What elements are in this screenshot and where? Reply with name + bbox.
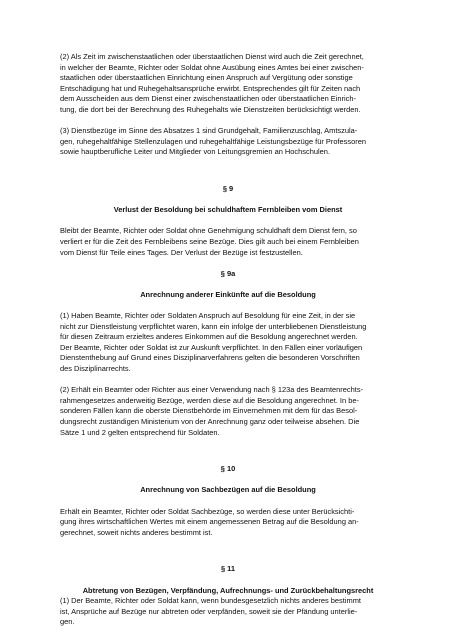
paragraph-8-2: (2) Als Zeit im zwischenstaatlichen oder überstaatlichen Dienst wird auch die Zeit gerechnet, in welcher der Beamte, Richter oder Soldat ohne Ausübung eines Amtes bei einer zwischen- staatlichen oder überstaatlichen Einrichtung einen Anspruch auf Vergütung oder sonstige Entschädigung hat und Ruhegehaltsansprüche erwirbt. Entsprechendes gilt für Zeiten nach dem Ausscheiden aus dem Dienst einer zwischenstaatlichen oder überstaatlichen Einrich- tung, die dort bei der Berechnung des Ruhegehalts wie Dienstzeiten berücksichtigt werden. bbox=[60, 52, 364, 114]
spacer bbox=[60, 116, 396, 127]
paragraph-9: Bleibt der Beamte, Richter oder Soldat ohne Genehmigung schuldhaft dem Dienst fern, so verliert er für die Zeit des Fernbleibens seine Bezüge. Dies gilt auch bei einem Fernbleiben vom Dienst für Teile eines Tages. Der Verlust der Bezüge ist festzustellen. bbox=[60, 226, 359, 257]
spacer bbox=[60, 158, 396, 184]
spacer bbox=[60, 496, 396, 507]
spacer bbox=[60, 300, 396, 311]
spacer bbox=[60, 375, 396, 386]
spacer bbox=[60, 438, 396, 464]
spacer bbox=[60, 258, 396, 269]
spacer bbox=[60, 475, 396, 486]
section-number-9: § 9 bbox=[222, 183, 234, 193]
document-page bbox=[60, 52, 396, 628]
paragraph-10: Erhält ein Beamter, Richter oder Soldat Sachbezüge, so werden diese unter Berücksichti- gung ihres wirtschaftlichen Wertes mit einem angemessenen Betrag auf die Besoldung an- gerechnet, soweit nichts anderes bestimmt ist. bbox=[60, 506, 359, 537]
spacer bbox=[60, 538, 396, 564]
section-title-9: Verlust der Besoldung bei schuldhaftem Fernbleiben vom Dienst bbox=[113, 205, 343, 215]
section-number-10: § 10 bbox=[220, 464, 236, 474]
spacer bbox=[60, 279, 396, 290]
spacer bbox=[60, 575, 396, 586]
paragraph-9a-1: (1) Haben Beamte, Richter oder Soldaten Anspruch auf Besoldung für eine Zeit, in der sie nicht zur Dienstleistung verpflichtet waren, kann ein infolge der unterbliebenen Dienstleistung für diesen Zeitraum erzieltes anderes Einkommen auf die Besoldung angerechnet werden. Der Beamte, Richter oder Soldat ist zur Auskunft verpflichtet. In den Fällen einer vorläufigen Dienstenthebung auf Grund eines Disziplinarverfahrens gelten die besonderen Vorschriften des Disziplinarrechts. bbox=[60, 311, 367, 374]
section-title-11: Abtretung von Bezügen, Verpfändung, Aufrechnungs- und Zurückbehaltungsrecht bbox=[82, 585, 374, 595]
spacer bbox=[60, 216, 396, 227]
section-number-9a: § 9a bbox=[220, 268, 236, 278]
paragraph-11-1: (1) Der Beamte, Richter oder Soldat kann, wenn bundesgesetzlich nichts anderes bestimmt ist, Ansprüche auf Bezüge nur abtreten oder verpfänden, soweit sie der Pfändung unterlie- gen. bbox=[60, 596, 361, 627]
section-title-10: Anrechnung von Sachbezügen auf die Besoldung bbox=[140, 485, 316, 495]
paragraph-8-3: (3) Dienstbezüge im Sinne des Absatzes 1 sind Grundgehalt, Familienzuschlag, Amtszula- gen, ruhegehaltfähige Stellenzulagen und ruhegehaltfähige Leistungsbezüge für Professoren sowie hauptberufliche Leiter und Mitglieder von Leitungsgremien an Hochschulen. bbox=[60, 126, 366, 157]
section-title-9a: Anrechnung anderer Einkünfte auf die Besoldung bbox=[140, 289, 316, 299]
section-number-11: § 11 bbox=[220, 564, 236, 574]
spacer bbox=[60, 195, 396, 206]
paragraph-9a-2: (2) Erhält ein Beamter oder Richter aus einer Verwendung nach § 123a des Beamtenrechts- rahmengesetzes anderweitig Bezüge, werden diese auf die Besoldung angerechnet. In be- sonderen Fällen kann die oberste Dienstbehörde im Einvernehmen mit dem für das Besol- dungsrecht zuständigen Ministerium von der Anrechnung ganz oder teilweise absehen. Die Sätze 1 und 2 gelten entsprechend für Soldaten. bbox=[60, 385, 364, 437]
